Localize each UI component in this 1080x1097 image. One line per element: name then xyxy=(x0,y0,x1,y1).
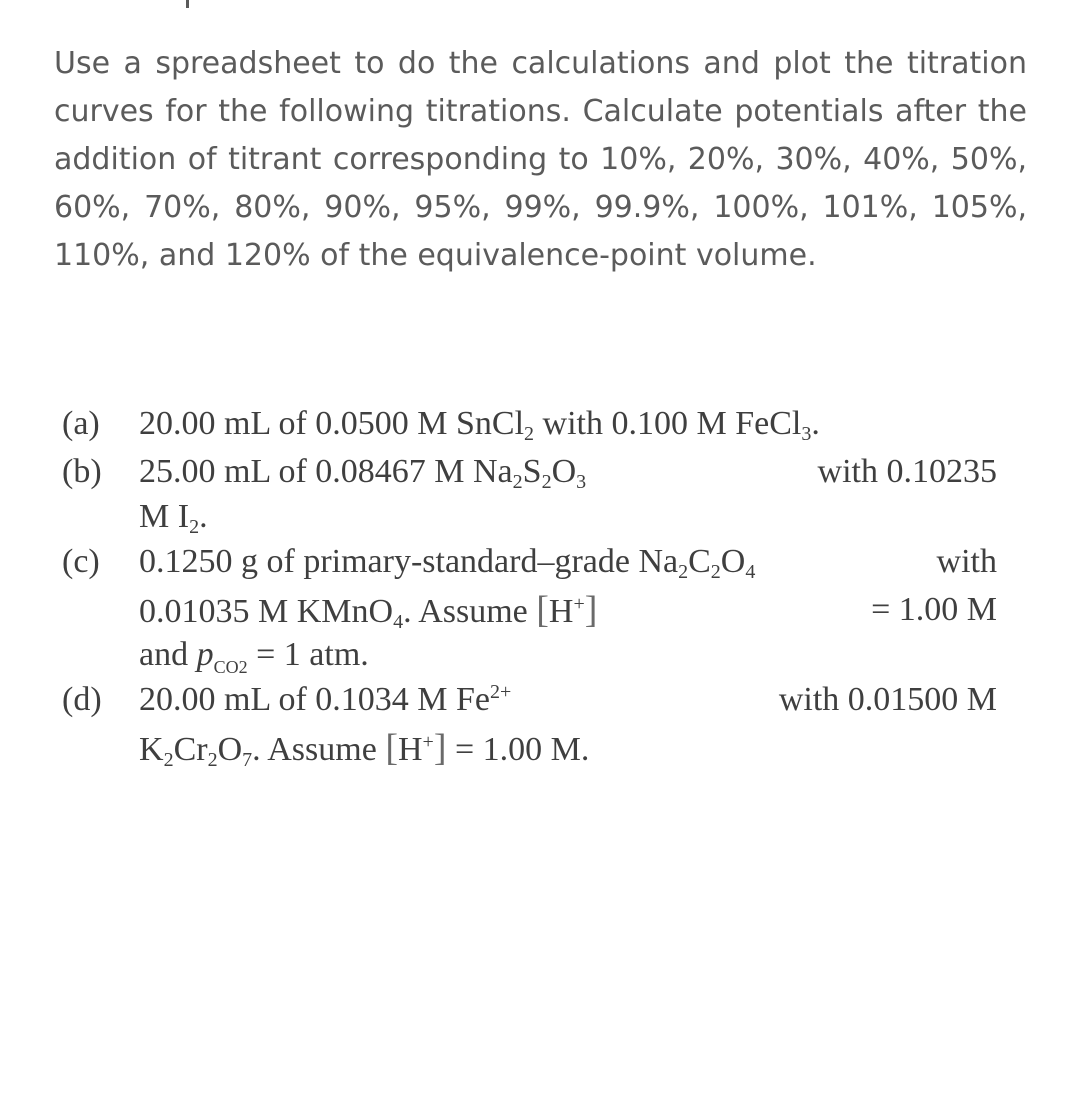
problem-d-line-2: $K_2Cr_2O_7$. Assume [H+] = 1.00 M. xyxy=(139,727,590,771)
problem-b xyxy=(62,448,997,538)
problem-a-text: 20.00 mL of 0.0500 M SnCl$_2$ with 0.100 M FeCl$_3$. xyxy=(139,405,820,445)
problem-b-line-2: M $I_2$. xyxy=(139,498,208,538)
problem-d-line-1: 20.00 mL of 0.1034 M $Fe^{2+}$ with 0.01500 M xyxy=(139,681,997,718)
problem-c-line-3: and $p_{CO2} = 1$ atm. xyxy=(139,636,369,677)
problem-a xyxy=(62,400,997,448)
problem-c xyxy=(62,538,997,676)
titration-problem-list xyxy=(62,400,997,772)
problem-a-label: (a) xyxy=(62,405,100,442)
problem-c-label: (c) xyxy=(62,543,100,580)
problem-d-label: (d) xyxy=(62,681,102,718)
problem-c-line-1: 0.1250 g of primary-standard–grade $Na_2C_2O_4$ with xyxy=(139,543,997,583)
problem-instructions: Use a spreadsheet to do the calculations and plot the titration curves for the following titrations. Calculate potentials after the addition of titrant corresponding to 10%, 20%, 30%, 40%, 50%, 60%, 70%, 80%, 90%, 95%, 99%, 99.9%, 100%, 101%, 105%, 110%, and 120% of the equivalence-point volume. xyxy=(54,46,1027,273)
problem-b-label: (b) xyxy=(62,453,102,490)
problem-c-line-2: 0.01035 M KMnO$_4$. Assume [H+] = 1.00 M xyxy=(139,589,997,633)
top-edge-mark xyxy=(186,0,189,8)
problem-b-line-1: 25.00 mL of 0.08467 M $Na_2S_2O_3$ with 0.10235 xyxy=(139,453,997,493)
problem-d xyxy=(62,676,997,772)
